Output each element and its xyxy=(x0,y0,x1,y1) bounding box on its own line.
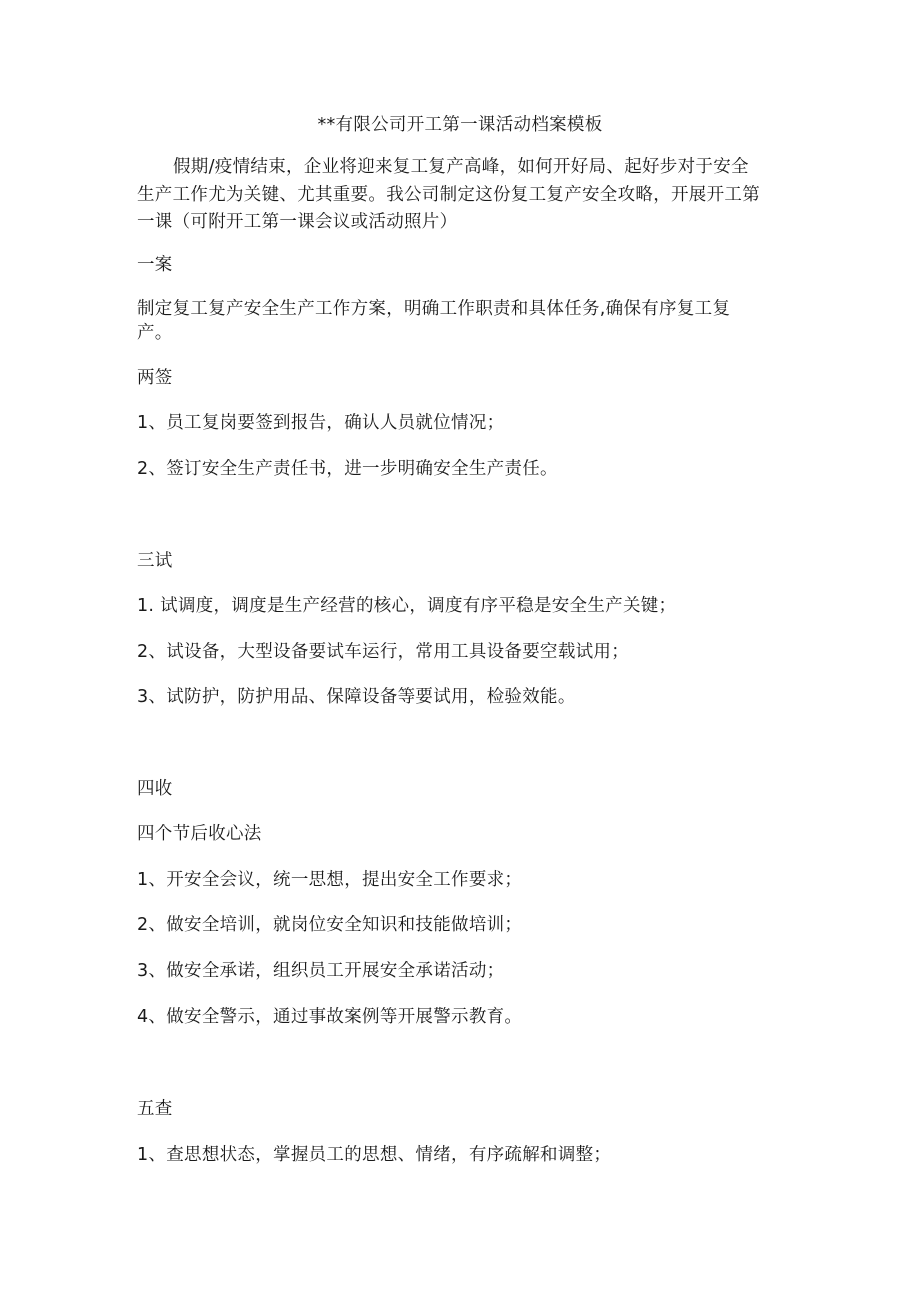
section4-subheading: 四个节后收心法 xyxy=(137,824,262,844)
section4-item-4: 4、做安全警示，通过事故案例等开展警示教育。 xyxy=(137,1007,523,1027)
section-heading-san-shi: 三试 xyxy=(137,551,173,571)
section5-item-1: 1、查思想状态，掌握员工的思想、情绪，有序疏解和调整； xyxy=(137,1145,612,1165)
section2-item-1: 1、员工复岗要签到报告，确认人员就位情况； xyxy=(137,413,505,433)
section1-line-2: 产。 xyxy=(137,323,173,343)
intro-line-1: 假期/疫情结束，企业将迎来复工复产高峰，如何开好局、起好步对于安全 xyxy=(173,157,749,177)
section-heading-si-shou: 四收 xyxy=(137,779,173,799)
section4-item-2: 2、做安全培训，就岗位安全知识和技能做培训； xyxy=(137,915,523,935)
section3-item-2: 2、试设备，大型设备要试车运行，常用工具设备要空载试用； xyxy=(137,642,630,662)
section4-item-3: 3、做安全承诺，组织员工开展安全承诺活动； xyxy=(137,961,505,981)
section-heading-wu-cha: 五查 xyxy=(137,1099,173,1119)
section2-item-2: 2、签订安全生产责任书，进一步明确安全生产责任。 xyxy=(137,459,558,479)
section3-item-1: 1. 试调度，调度是生产经营的核心，调度有序平稳是安全生产关键； xyxy=(137,596,677,616)
document-title: **有限公司开工第一课活动档案模板 xyxy=(317,115,603,135)
section-heading-liang-qian: 两签 xyxy=(137,368,173,388)
intro-line-2: 生产工作尤为关键、尤其重要。我公司制定这份复工复产安全攻略，开展开工第 xyxy=(137,185,760,205)
intro-line-3: 一课（可附开工第一课会议或活动照片） xyxy=(137,212,458,232)
section-heading-yi-an: 一案 xyxy=(137,255,173,275)
section3-item-3: 3、试防护，防护用品、保障设备等要试用，检验效能。 xyxy=(137,687,576,707)
section4-item-1: 1、开安全会议，统一思想，提出安全工作要求； xyxy=(137,870,523,890)
section1-line-1: 制定复工复产安全生产工作方案，明确工作职责和具体任务,确保有序复工复 xyxy=(137,299,731,319)
